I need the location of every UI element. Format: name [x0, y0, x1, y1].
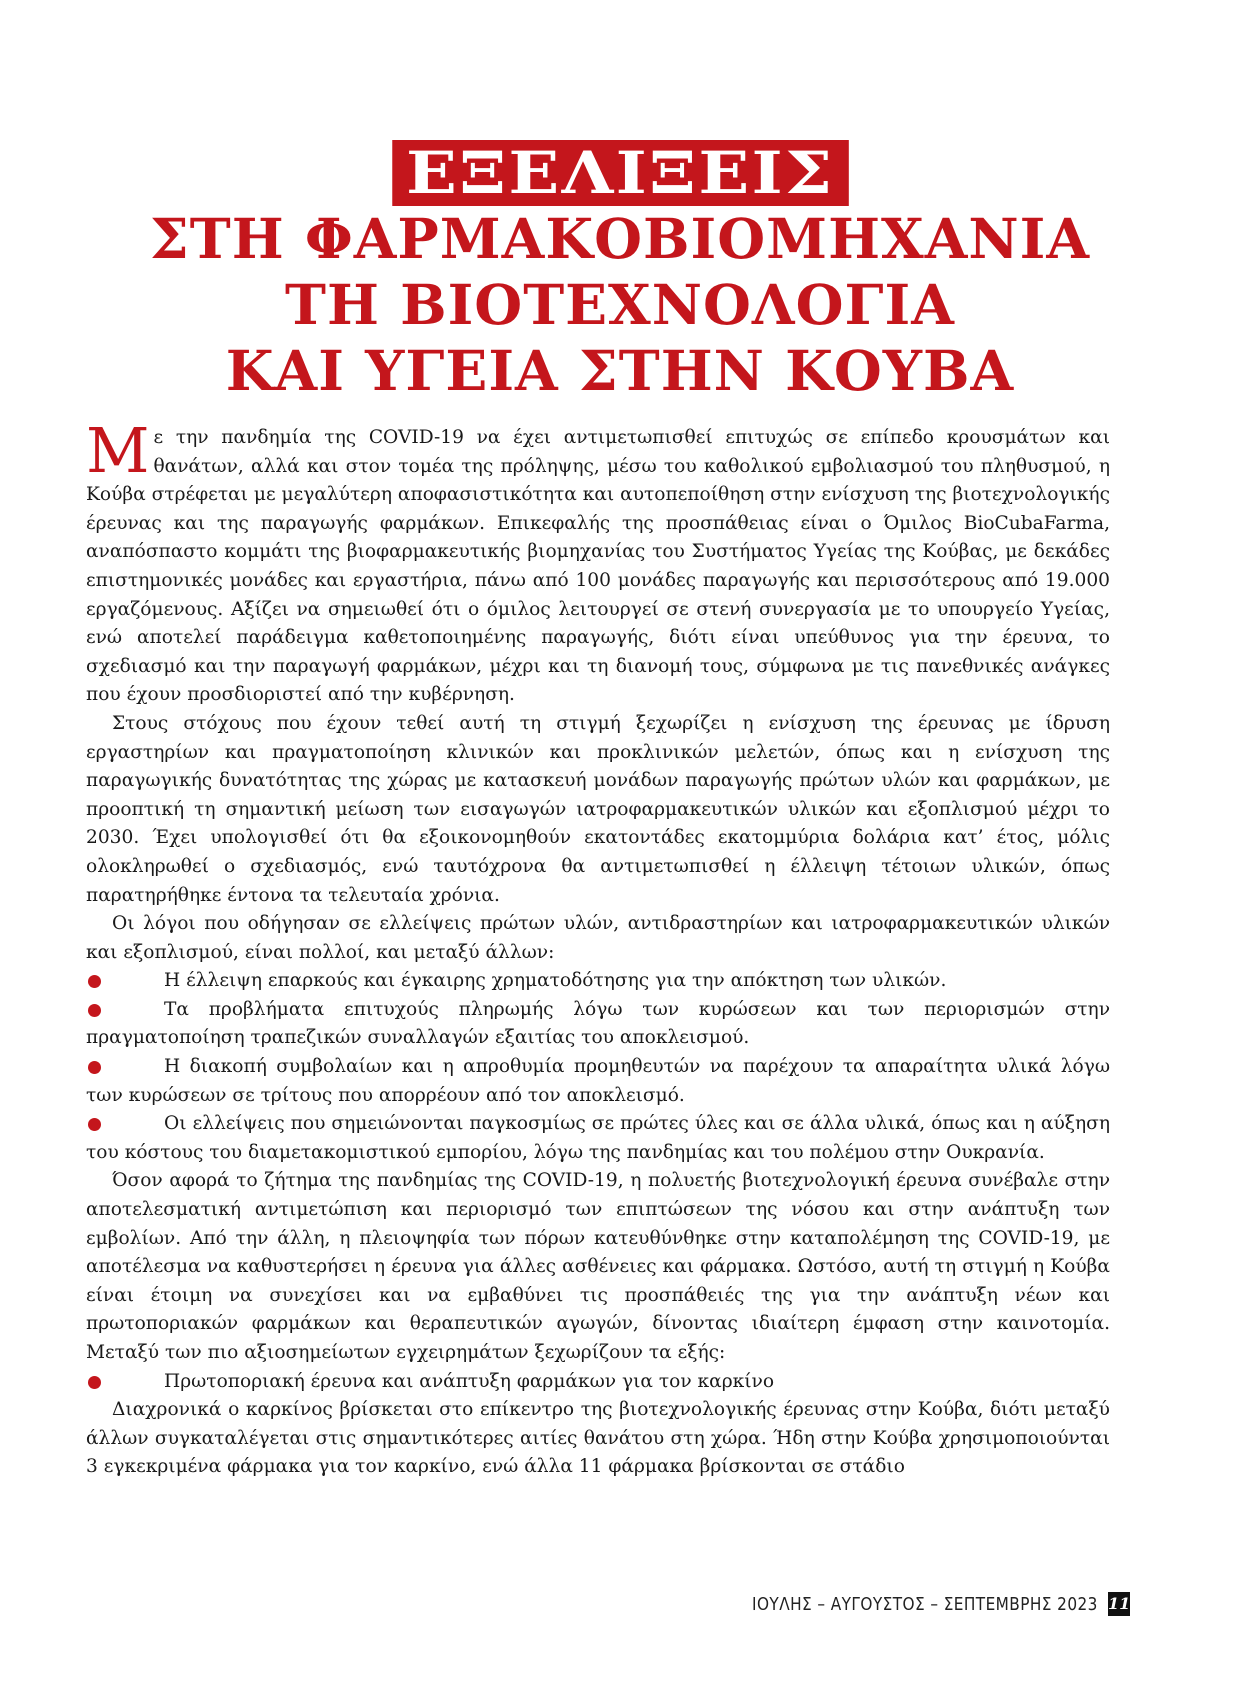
list-item-text: Η έλλειψη επαρκούς και έγκαιρης χρηματοδότησης για την απόκτηση των υλικών. [164, 970, 947, 992]
list-item-text: Τα προβλήματα επιτυχούς πληρωμής λόγω των κυρώσεων και των περιορισμών στην πραγματοποίηση τραπεζικών συναλλαγών εξαιτίας του αποκλεισμού. [86, 998, 1110, 1049]
list-item [86, 1368, 1110, 1397]
list-item-text: Οι ελλείψεις που σημειώνονται παγκοσμίως σε πρώτες ύλες και σε άλλα υλικά, όπως και η αύξηση του κόστους του διαμετακομιστικού εμπορίου, λόγω της πανδημίας και του πολέμου στην Ουκρανία. [86, 1113, 1110, 1163]
list-item [86, 1053, 1110, 1110]
kicker-label: ΕΞΕΛΙΞΕΙΣ [392, 140, 848, 206]
paragraph-intro [86, 414, 1110, 710]
bullet-dot-icon [88, 1118, 101, 1131]
list-item-text: Πρωτοποριακή έρευνα και ανάπτυξη φαρμάκων για τον καρκίνο [164, 1370, 775, 1392]
issue-date: ΙΟΥΛΗΣ – ΑΥΓΟΥΣΤΟΣ – ΣΕΠΤΕΜΒΡΗΣ 2023 [752, 1593, 1098, 1615]
list-item [86, 967, 1110, 996]
paragraph-goals: Στους στόχους που έχουν τεθεί αυτή τη στιγμή ξεχωρίζει η ενίσχυση της έρευνας με ίδρυση εργαστηρίων και πραγματοποίηση κλινικών και προκλινικών μελετών, όπως και η ενίσχυση της παραγωγικής δυνατότητας της χώρας με κατασκευή μονάδων παραγωγής πρώτων υλών και φαρμάκων, με προοπτική τη σημαντική μείωση των εισαγωγών ιατροφαρμακευτικών υλικών και εξοπλισμού μέχρι το 2030. Έχει υπολογισθεί ότι θα εξοικονομηθούν εκατοντάδες εκατομμύρια δολάρια κατ’ έτος, μόλις ολοκληρωθεί ο σχεδιασμός, ενώ ταυτόχρονα θα αντιμετωπισθεί η έλλειψη τέτοιων υλικών, όπως παρατηρήθηκε έντονα τα τελευταία χρόνια. [86, 712, 1110, 906]
paragraph-intro-text: ε την πανδημία της COVID-19 να έχει αντιμετωπισθεί επιτυχώς σε επίπεδο κρουσμάτων και θανάτων, αλλά και στον τομέα της πρόληψης, μέσω του καθολικού εμβολιασμού του πληθυσμού, η Κούβα στρέφεται με μεγαλύτερη αποφασιστικότητα και αυτοπεποίθηση στην ενίσχυση της βιοτεχνολογικής έρευνας και της παραγωγής φαρμάκων. Επικεφαλής της προσπάθειας είναι ο Όμιλος BioCubaFarma, αναπόσπαστο κομμάτι της βιοφαρμακευτικής βιομηχανίας του Συστήματος Υγείας της Κούβας, με δεκάδες επιστημονικές μονάδες και εργαστήρια, πάνω από 100 μονάδες παραγωγής και περισσότερους από 19.000 εργαζόμενους. Αξίζει να σημειωθεί ότι ο όμιλος λειτουργεί σε στενή συνεργασία με το υπουργείο Υγείας, ενώ αποτελεί παράδειγμα καθετοποιημένης παραγωγής, διότι είναι υπεύθυνος για την έρευνα, το σχεδιασμό και την παραγωγή φαρμάκων, μέχρι και τη διανομή τους, σύμφωνα με τις πανεθνικές ανάγκες που έχουν προσδιοριστεί από την κυβέρνηση. [86, 427, 1110, 706]
paragraph-reasons: Οι λόγοι που οδήγησαν σε ελλείψεις πρώτων υλών, αντιδραστηρίων και ιατροφαρμακευτικών υλικών και εξοπλισμού, είναι πολλοί, και μεταξύ άλλων: [86, 913, 1110, 963]
article-body [86, 414, 1110, 1482]
headline-line-2: ΤΗ ΒΙΟΤΕΧΝΟΛΟΓΙΑ [285, 272, 955, 337]
kicker-wrap [0, 140, 1240, 206]
list-item-text: Η διακοπή συμβολαίων και η απροθυμία προμηθευτών να παρέχουν τα απαραίτητα υλικά λόγω των κυρώσεων σε τρίτους που απορρέουν από τον αποκλεισμό. [86, 1056, 1110, 1106]
article-title-block [0, 140, 1240, 404]
drop-cap: Μ [86, 414, 150, 487]
page-footer [691, 1592, 1130, 1616]
bullet-dot-icon [88, 1376, 101, 1389]
page-number: 11 [1108, 1592, 1130, 1616]
headline-line-1: ΣΤΗ ΦΑΡΜΑΚΟΒΙΟΜΗΧΑΝΙΑ [149, 206, 1091, 271]
paragraph-covid: Όσον αφορά το ζήτημα της πανδημίας της COVID-19, η πολυετής βιοτεχνολογική έρευνα συνέβαλε στην αποτελεσματική αντιμετώπιση και περιορισμό των επιπτώσεων της νόσου και στην ανάπτυξη των εμβολίων. Από την άλλη, η πλειοψηφία των πόρων κατευθύνθηκε στην καταπολέμηση της COVID-19, με αποτέλεσμα να καθυστερήσει η έρευνα για άλλες ασθένειες και φάρμακα. Ωστόσο, αυτή τη στιγμή η Κούβα είναι έτοιμη να συνεχίσει και να εμβαθύνει τις προσπάθειές της για την ανάπτυξη νέων και πρωτοποριακών φαρμάκων και θεραπευτικών αγωγών, δίνοντας ιδιαίτερη έμφαση στην καινοτομία. Μεταξύ των πιο αξιοσημείωτων εγχειρημάτων ξεχωρίζουν τα εξής: [86, 1170, 1110, 1363]
bullet-dot-icon [88, 1004, 101, 1017]
headline-line-3: ΚΑΙ ΥΓΕΙΑ ΣΤΗΝ ΚΟΥΒΑ [225, 338, 1015, 403]
list-item [86, 1110, 1110, 1167]
paragraph-cancer: Διαχρονικά ο καρκίνος βρίσκεται στο επίκεντρο της βιοτεχνολογικής έρευνας στην Κούβα, διότι μεταξύ άλλων συγκαταλέγεται στις σημαντικότερες αιτίες θανάτου στη χώρα. Ήδη στην Κούβα χρησιμοποιούνται 3 εγκεκριμένα φάρμακα για τον καρκίνο, ενώ άλλα 11 φάρμακα βρίσκονται σε στάδιο [86, 1399, 1110, 1478]
list-item [86, 996, 1110, 1053]
bullet-dot-icon [88, 1061, 101, 1074]
bullet-dot-icon [88, 975, 101, 988]
